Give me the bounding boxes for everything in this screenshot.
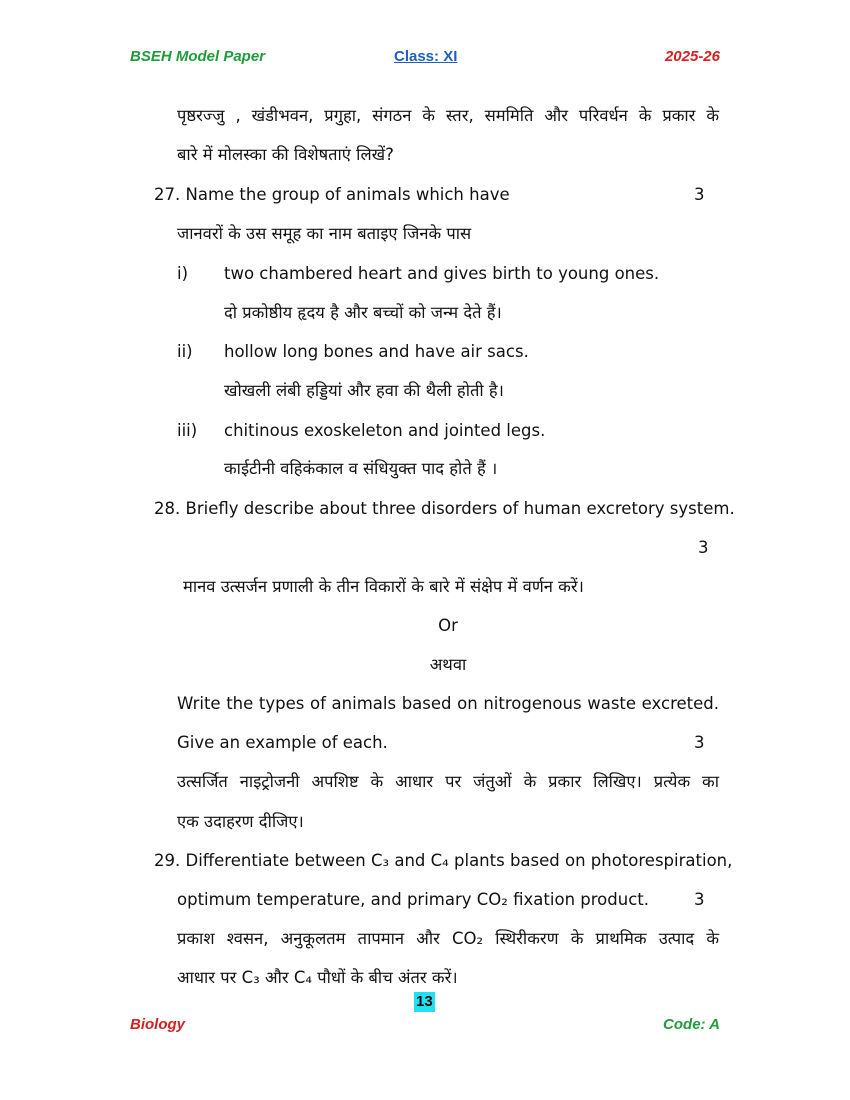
q28-alt-hi-1: उत्सर्जित नाइट्रोजनी अपशिष्ट के आधार पर जंतुओं के प्रकार लिखिए। प्रत्येक का <box>177 772 719 791</box>
q28-alt-marks: 3 <box>694 733 705 752</box>
footer-code: Code: A <box>663 1016 720 1033</box>
q27-item-hi: खोखली लंबी हड्डियां और हवा की थैली होती है। <box>224 381 504 400</box>
q27-item-en: hollow long bones and have air sacs. <box>224 342 529 361</box>
q27-item-en: chitinous exoskeleton and jointed legs. <box>224 421 546 440</box>
q28-number: 28. <box>154 499 181 518</box>
q27-number: 27. <box>154 185 181 204</box>
page-number: 13 <box>416 993 433 1010</box>
q27-marks: 3 <box>694 185 705 204</box>
q28-alt-hi-2: एक उदाहरण दीजिए। <box>177 812 304 831</box>
q27-text-en: Name the group of animals which have <box>185 185 510 204</box>
header-session: 2025-26 <box>664 48 720 65</box>
q27-item-hi: दो प्रकोष्ठीय हृदय है और बच्चों को जन्म देते हैं। <box>224 303 502 322</box>
q28-text-en: Briefly describe about three disorders of human excretory system. <box>185 499 735 518</box>
q28-alt-line-2: Give an example of each. <box>177 733 388 752</box>
q28-or-en: Or <box>438 616 458 635</box>
q29-line-1: Differentiate between C₃ and C₄ plants based on photorespiration, <box>185 851 733 870</box>
q29-hi-2: आधार पर C₃ और C₄ पौधों के बीच अंतर करें। <box>177 968 458 987</box>
header-paper-title: BSEH Model Paper <box>130 48 266 65</box>
q29-marks: 3 <box>694 890 705 909</box>
q29-line-2: optimum temperature, and primary CO₂ fixation product. <box>177 890 649 909</box>
continuation-line-1: पृष्ठरज्जु , खंडीभवन, प्रगुहा, संगठन के स्तर, सममिति और परिवर्धन के प्रकार के <box>177 106 719 125</box>
continuation-line-2: बारे में मोलस्का की विशेषताएं लिखें? <box>177 145 394 164</box>
header-class-link[interactable]: Class: XI <box>394 48 458 65</box>
q28-question <box>154 497 735 521</box>
q29-number: 29. <box>154 851 181 870</box>
q27-item-hi: काईटीनी वहिकंकाल व संधियुक्त पाद होते हैं । <box>224 459 498 478</box>
q27-question <box>154 183 510 207</box>
q28-text-hi: मानव उत्सर्जन प्रणाली के तीन विकारों के बारे में संक्षेप में वर्णन करें। <box>183 577 584 596</box>
q29-question <box>154 849 732 873</box>
q27-item-label: ii) <box>177 342 193 361</box>
q27-item-en: two chambered heart and gives birth to young ones. <box>224 264 660 283</box>
q27-item-label: iii) <box>177 421 198 440</box>
q27-item-label: i) <box>177 264 189 283</box>
q28-marks: 3 <box>698 538 709 557</box>
q27-text-hi: जानवरों के उस समूह का नाम बताइए जिनके पास <box>177 224 472 243</box>
q29-hi-1: प्रकाश श्वसन, अनुकूलतम तापमान और CO₂ स्थिरीकरण के प्राथमिक उत्पाद के <box>177 929 719 948</box>
footer-subject: Biology <box>130 1016 185 1033</box>
q28-alt-line-1: Write the types of animals based on nitrogenous waste excreted. <box>177 694 719 713</box>
q28-or-hi: अथवा <box>429 655 467 674</box>
